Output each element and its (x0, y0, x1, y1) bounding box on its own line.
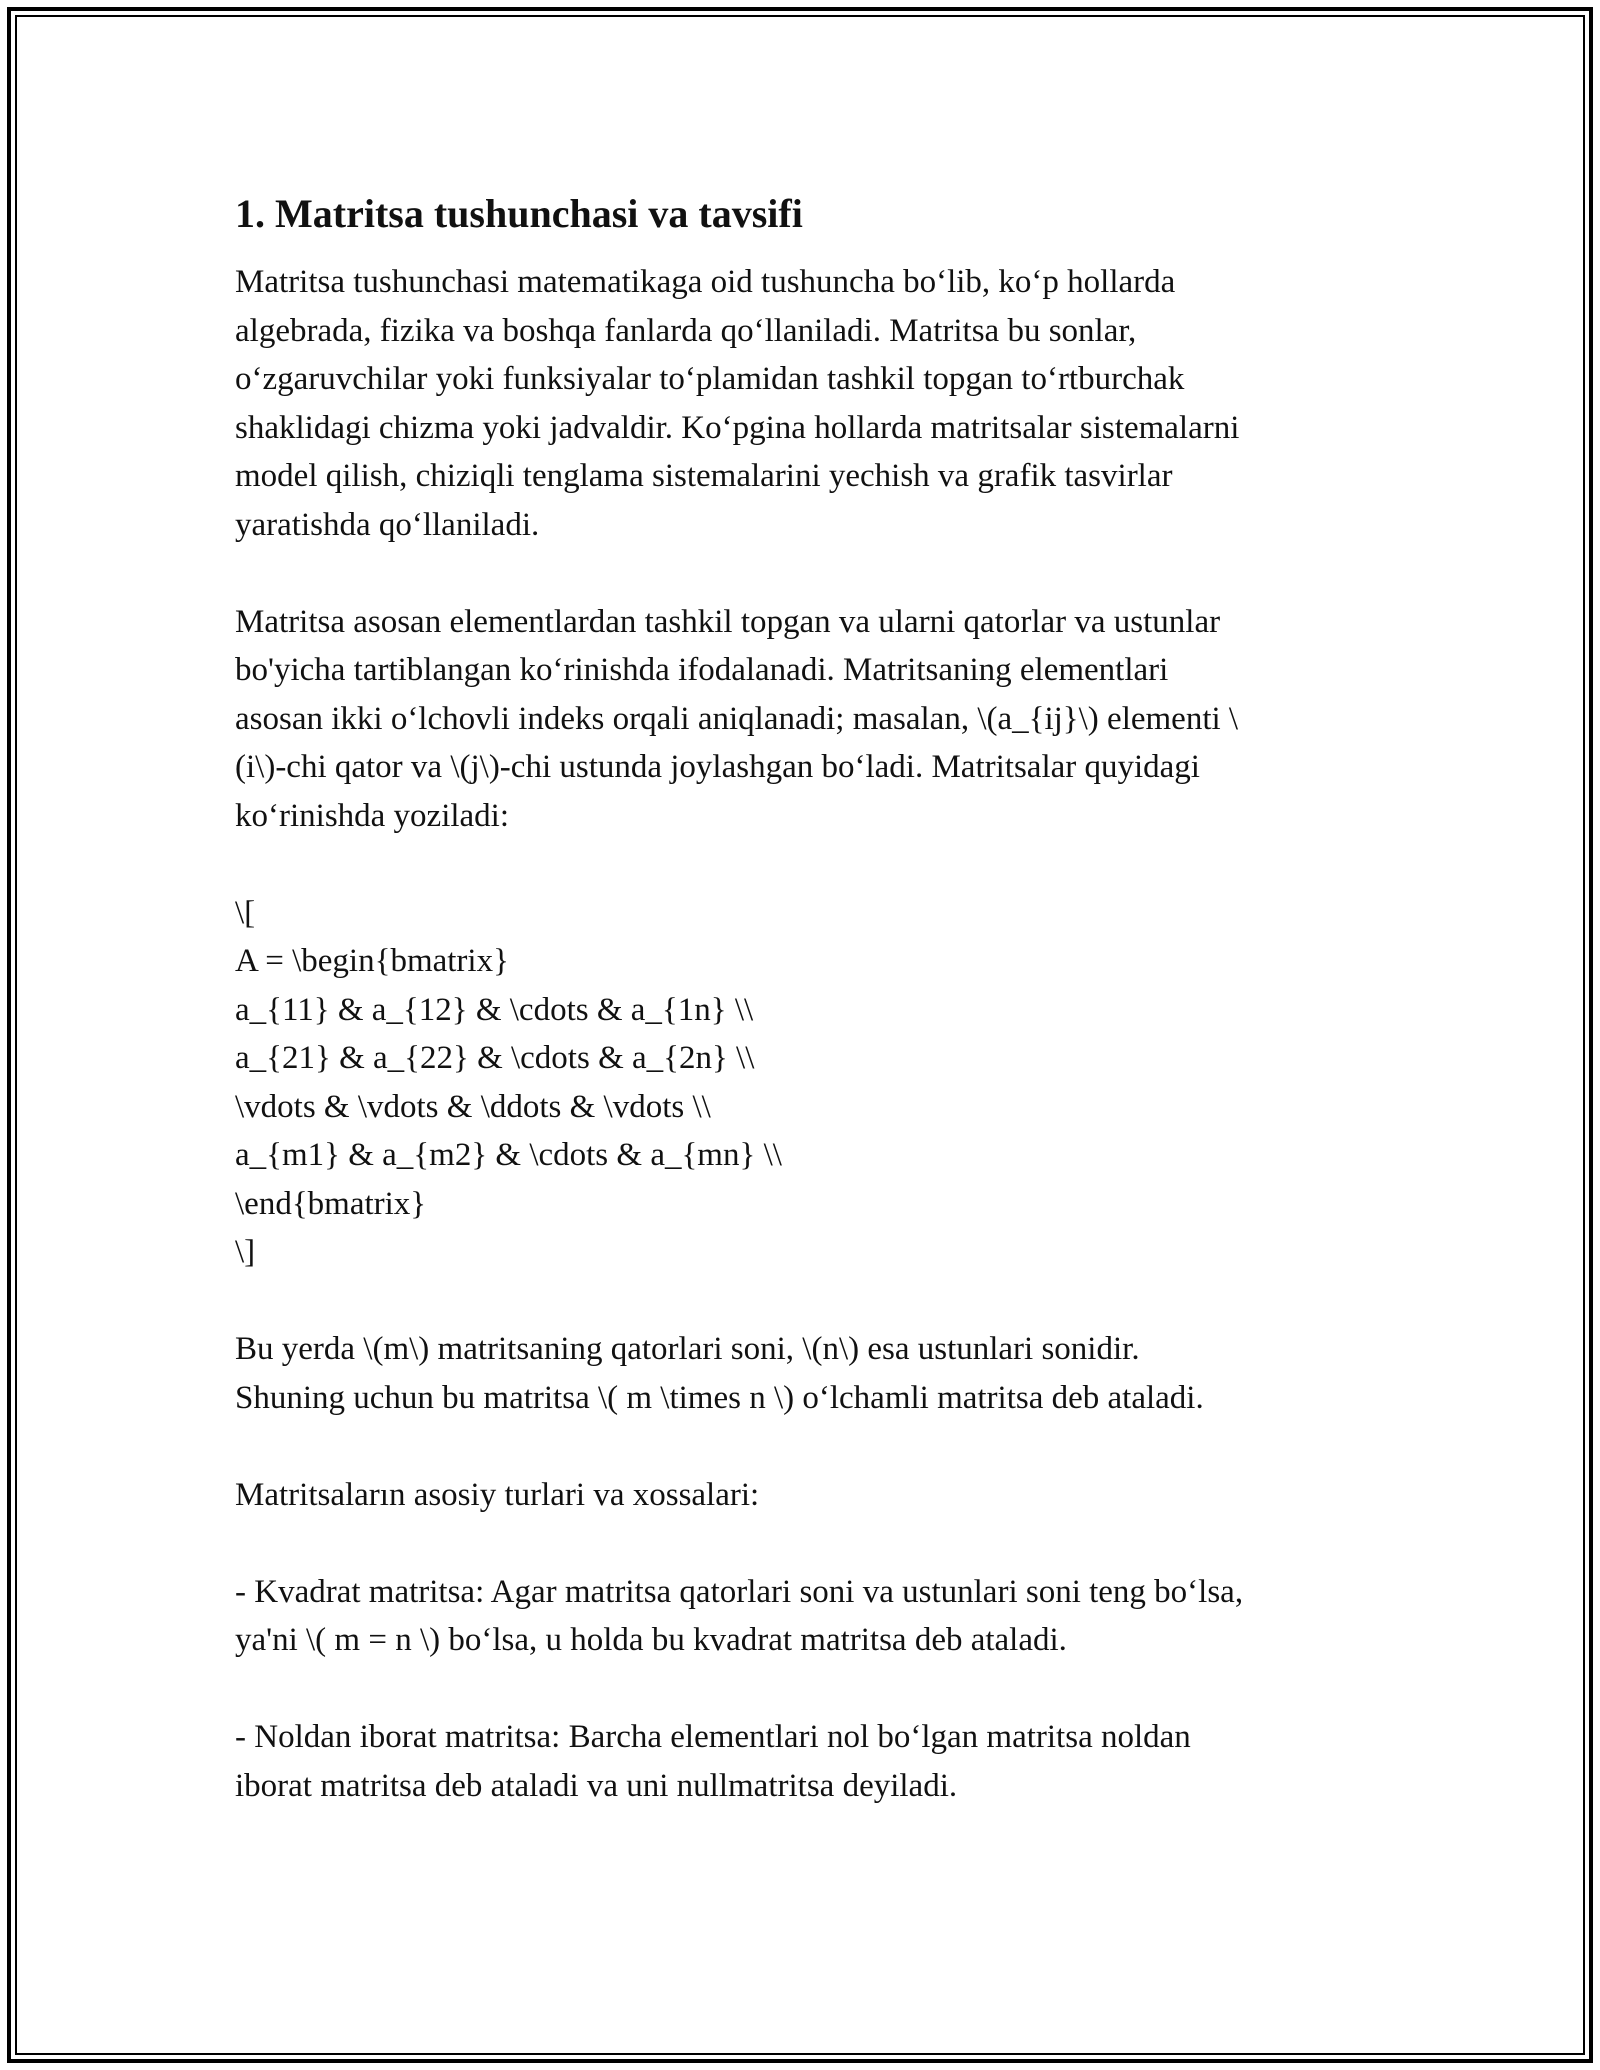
paragraph-types-intro: Matritsaların asosiy turlari va xossalari: (235, 1476, 760, 1513)
paragraph-gap (235, 549, 1375, 598)
paragraph-elements: Matritsa asosan elementlardan tashkil topgan va ularni qatorlar va ustunlar bo'yicha tartiblangan ko‘rinishda ifodalanadi. Matritsaning elementlari asosan ikki o‘lchovli indeks orqali aniqlanadi; masalan, \(a_{ij}\) elementi \ (i\)-chi qator va \(j\)-chi ustunda joylashgan bo‘ladi. Matritsalar quyidagi ko‘rinishda yoziladi: (235, 603, 1239, 834)
paragraph-intro: Matritsa tushunchasi matematikaga oid tushuncha bo‘lib, ko‘p hollarda algebrada, fizika va boshqa fanlarda qo‘llaniladi. Matritsa bu sonlar, o‘zgaruvchilar yoki funksiyalar to‘plamidan tashkil topgan to‘rtburchak shaklidagi chizma yoki jadvaldir. Ko‘pgina hollarda matritsalar sistemalarni model qilish, chiziqli tenglama sistemalarini yechish va grafik tasvirlar yaratishda qo‘llaniladi. (235, 264, 1240, 543)
document-content (235, 188, 1375, 1810)
paragraph-gap (235, 1665, 1375, 1714)
paragraph-gap (235, 1277, 1375, 1326)
paragraph-dimensions: Bu yerda \(m\) matritsaning qatorlari soni, \(n\) esa ustunlari sonidir. Shuning uchun bu matritsa \( m \times n \) o‘lchamli matritsa deb ataladi. (235, 1331, 1204, 1416)
section-heading: 1. Matritsa tushunchasi va tavsifi (235, 191, 803, 236)
paragraph-gap (235, 1519, 1375, 1568)
paragraph-gap (235, 840, 1375, 889)
list-item-zero-matrix: - Noldan iborat matritsa: Barcha elementlari nol bo‘lgan matritsa noldan iborat matritsa deb ataladi va uni nullmatritsa deyiladi. (235, 1719, 1191, 1804)
matrix-latex-block: \[ A = \begin{bmatrix} a_{11} & a_{12} & \cdots & a_{1n} \\ a_{21} & a_{22} & \cdots & a_{2n} \\ \vdots & \vdots & \ddots & \vdots \\ a_{m1} & a_{m2} & \cdots & a_{mn} \\ \end{bmatrix} \] (235, 894, 782, 1270)
list-item-square-matrix: - Kvadrat matritsa: Agar matritsa qatorlari soni va ustunlari soni teng bo‘lsa, ya'ni \( m = n \) bo‘lsa, u holda bu kvadrat matritsa deb ataladi. (235, 1573, 1244, 1658)
paragraph-gap (235, 1422, 1375, 1471)
